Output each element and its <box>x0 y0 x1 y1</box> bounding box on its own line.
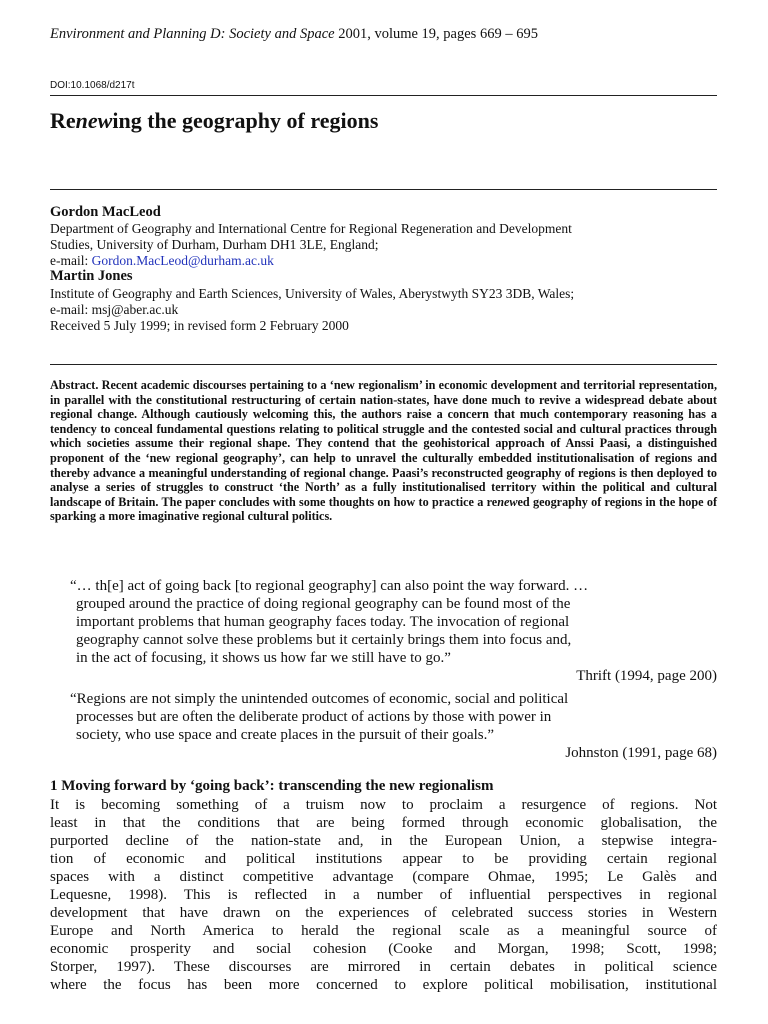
body-line: tion of economic and political institutions appear to be providing certain regional <box>50 851 717 867</box>
title-rule <box>50 189 717 190</box>
abstract-rule <box>50 364 717 365</box>
title-part-1: Re <box>50 108 76 133</box>
paper-title <box>50 108 378 134</box>
section-heading: 1 Moving forward by ‘going back’: transcending the new regionalism <box>50 778 494 794</box>
author-affiliation-2 <box>50 286 717 334</box>
body-text <box>50 796 717 994</box>
body-line: least in that the conditions that are being formed through economic globalisation, the <box>50 815 717 831</box>
body-line: development that have drawn on the experiences of celebrated success stories in Western <box>50 905 717 921</box>
body-line: It is becoming something of a truism now to proclaim a resurgence of regions. Not <box>50 797 717 813</box>
quote-line: “Regions are not simply the unintended outcomes of economic, social and political <box>70 691 569 707</box>
email-link-1[interactable]: Gordon.MacLeod@durham.ac.uk <box>91 253 274 268</box>
email-label: e-mail: <box>50 253 92 268</box>
author-name-1: Gordon MacLeod <box>50 204 161 220</box>
abstract-text-end: ed geography of regions in the hope of sparking a more imaginative regional cultural politics. <box>50 494 718 524</box>
body-line: Lequesne, 1998). This is reflected in a number of influential perspectives in regional <box>50 887 717 903</box>
author-affiliation-1 <box>50 221 717 269</box>
affiliation-2-line-1: Institute of Geography and Earth Sciences, University of Wales, Aberystwyth SY23 3DB, Wales; <box>50 286 575 301</box>
title-part-3: ing the geography of regions <box>112 108 379 133</box>
header-rule <box>50 95 717 96</box>
body-line: where the focus has been more concerned to explore political mobilisation, institutional <box>50 977 717 993</box>
journal-header <box>50 26 538 43</box>
body-line: purported decline of the nation-state and, in the European Union, a stepwise integra- <box>50 833 717 849</box>
journal-details: 2001, volume 19, pages 669 – 695 <box>334 26 538 42</box>
quote-line: society, who use space and create places in the pursuit of their goals.” <box>76 727 495 743</box>
quote-line: important problems that human geography faces today. The invocation of regional <box>76 614 570 630</box>
title-part-2: new <box>75 108 113 133</box>
received-date: Received 5 July 1999; in revised form 2 February 2000 <box>50 318 349 333</box>
body-line: Storper, 1997). These discourses are mirrored in certain debates in political science <box>50 959 717 975</box>
author-email-1 <box>50 253 717 269</box>
quote-citation-2: Johnston (1991, page 68) <box>565 745 717 761</box>
doi: DOI:10.1068/d217t <box>50 80 135 91</box>
quote-line: processes but are often the deliberate product of actions by those with power in <box>76 709 552 725</box>
quote-line: grouped around the practice of doing regional geography can be found most of the <box>76 596 571 612</box>
affiliation-1-line-1: Department of Geography and International Centre for Regional Regeneration and Development <box>50 221 572 236</box>
epigraph-quote-1 <box>70 577 717 685</box>
quote-line: geography cannot solve these problems but it certainly brings them into focus and, <box>76 632 572 648</box>
body-line: spaces with a distinct competitive advantage (compare Ohmae, 1995; Le Galès and <box>50 869 717 885</box>
author-email-2: e-mail: msj@aber.ac.uk <box>50 302 179 317</box>
abstract <box>50 378 717 524</box>
body-line: Europe and North America to herald the regional scale as a meaningful source of <box>50 923 717 939</box>
abstract-text: Recent academic discourses pertaining to a ‘new regionalism’ in economic development and territorial representation, in parallel with the constitutional restructuring of certain nation-states, have done much to revive a widespread debate about regional change. Although cautiously welcoming this, the authors raise a concern that much contemporary reasoning has a tendency to conceal fundamental questions relating to political struggle and the contested social and cultural practices through which societies assume their regional shape. They contend that the geohistorical approach of Anssi Paasi, a distinguished proponent of the ‘new regional geography’, can help to unravel the culturally embedded institutionalisation of regions and thereby advance a meaningful understanding of regional change. Paasi’s reconstructed geography of regions is then deployed to analyse a series of struggles to construct ‘the North’ as a fully institutionalised territory within the political and cultural landscape of Britain. The paper concludes with some thoughts on how to practice a re <box>50 378 717 509</box>
author-name-2: Martin Jones <box>50 268 133 284</box>
epigraph-quote-2 <box>70 690 717 762</box>
quote-line: in the act of focusing, it shows us how far we still have to go.” <box>76 650 451 666</box>
quote-line: “… th[e] act of going back [to regional geography] can also point the way forward. … <box>70 578 589 594</box>
body-line: economic prosperity and social cohesion (Cooke and Morgan, 1998; Scott, 1998; <box>50 941 717 957</box>
abstract-label: Abstract. <box>50 378 99 392</box>
quote-citation-1: Thrift (1994, page 200) <box>576 668 717 684</box>
abstract-text-em: new <box>497 494 518 509</box>
journal-name: Environment and Planning D: Society and Space <box>50 26 335 42</box>
affiliation-1-line-2: Studies, University of Durham, Durham DH1 3LE, England; <box>50 237 379 252</box>
